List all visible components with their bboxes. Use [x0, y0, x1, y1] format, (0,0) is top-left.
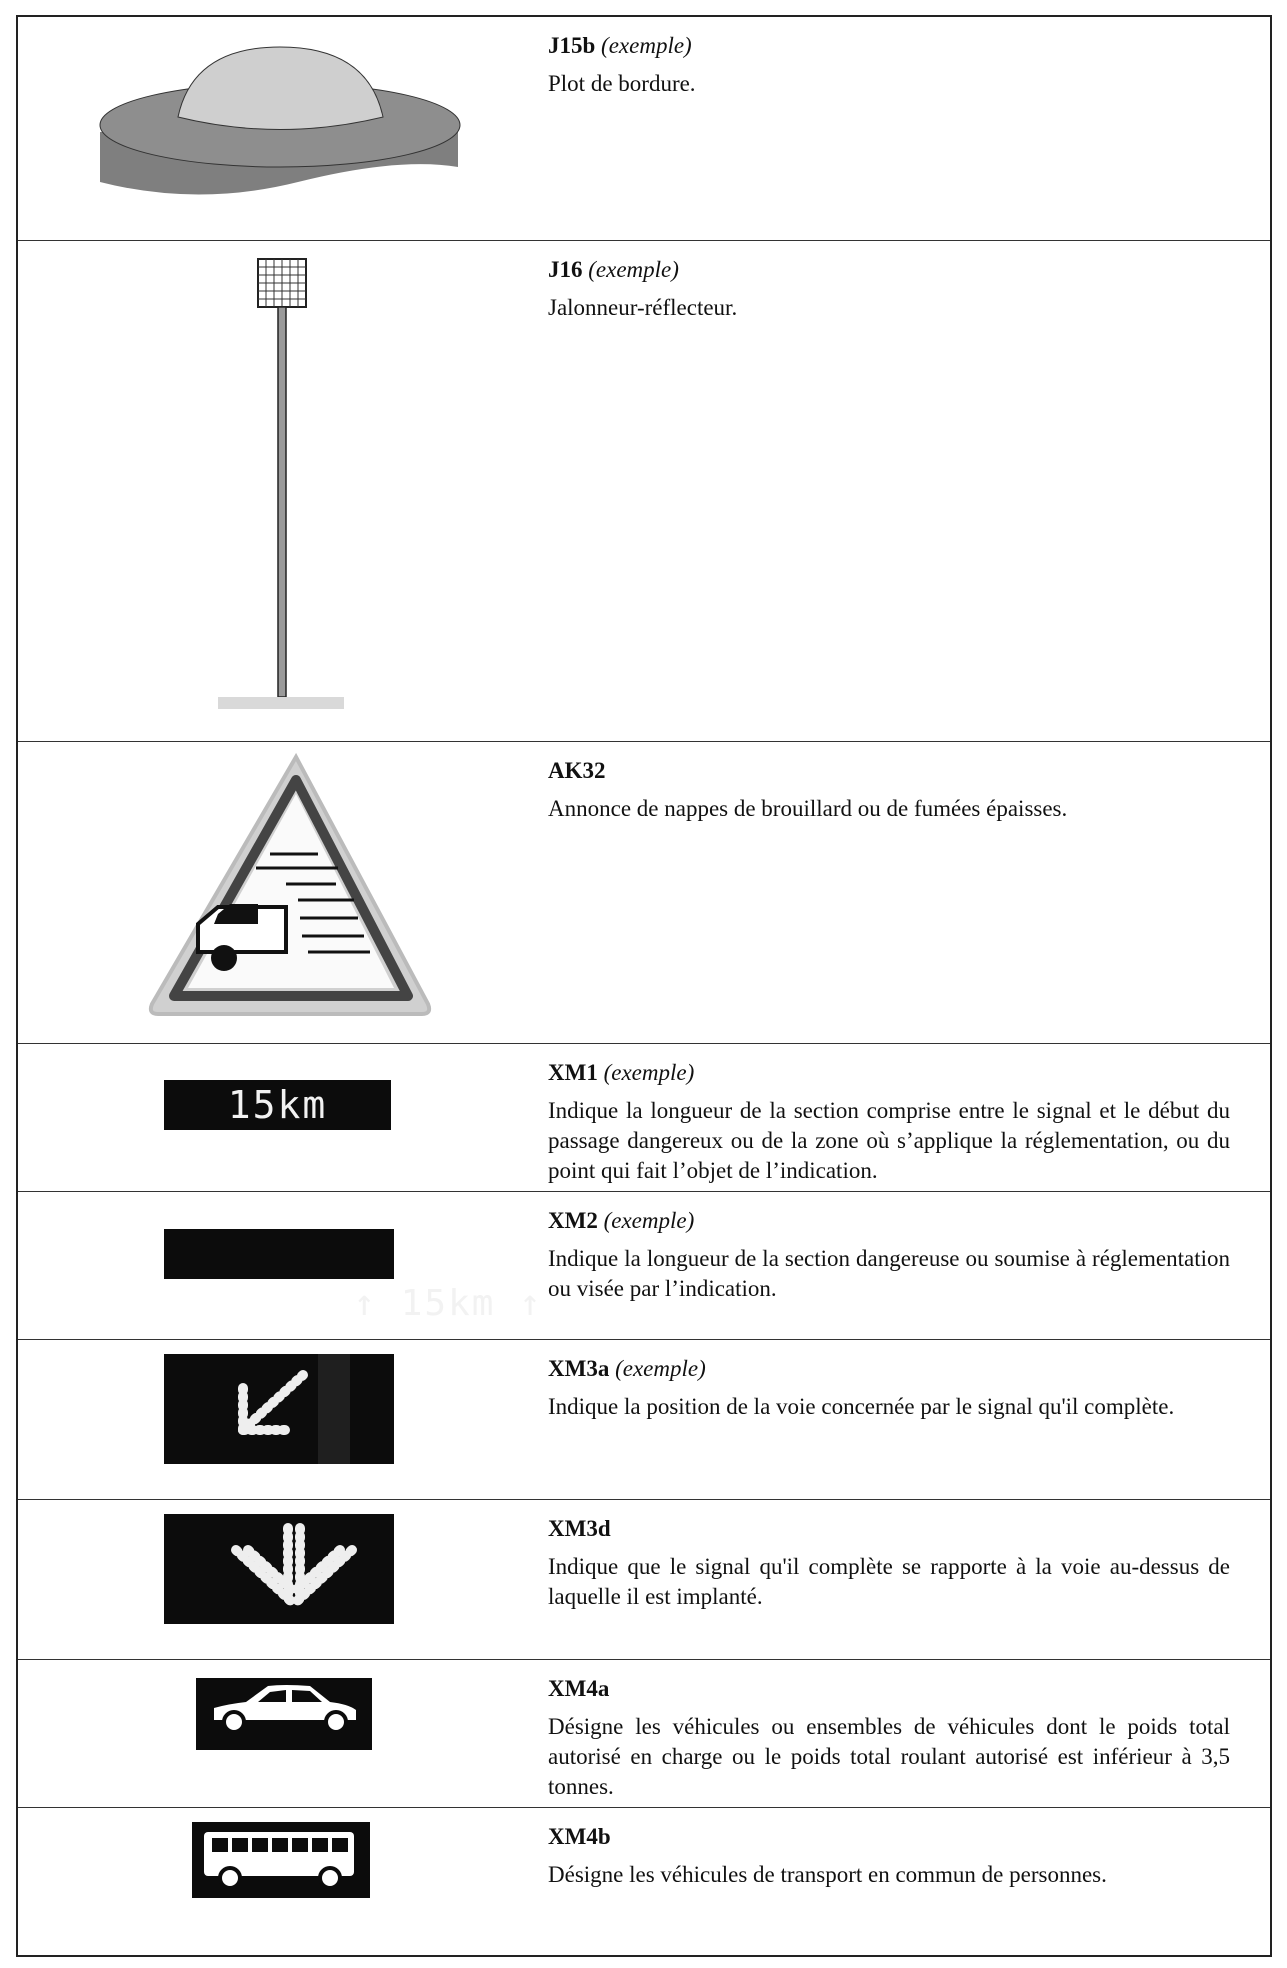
sign-description: Indique la longueur de la section comprise entre le signal et le début du passage dangereux ou de la zone où s’applique la réglementation, ou du point qui fait l’objet de l’indication.: [548, 1098, 1230, 1183]
text-cell: [548, 1514, 1230, 1612]
reflector-post-icon: [18, 241, 528, 742]
text-cell: [548, 1058, 1230, 1186]
sign-table: [16, 15, 1272, 1957]
sign-code: XM4a: [548, 1676, 610, 1701]
table-row: [18, 1660, 1270, 1808]
sign-code: XM1: [548, 1060, 598, 1085]
image-cell: [18, 1660, 528, 1807]
image-cell: [18, 17, 528, 240]
sign-code: XM3d: [548, 1516, 611, 1541]
bus-icon: [18, 1808, 528, 1957]
table-row: [18, 1808, 1270, 1957]
sign-qualifier: (exemple): [615, 1356, 706, 1381]
text-cell: [548, 1206, 1230, 1304]
text-cell: [548, 1674, 1230, 1802]
sign-qualifier: (exemple): [603, 1060, 695, 1085]
image-cell: [18, 1192, 543, 1339]
sign-description: Indique que le signal qu'il complète se rapporte à la voie au-dessus de laquelle il est implanté.: [548, 1554, 1230, 1609]
image-cell: [18, 1808, 528, 1957]
text-cell: [548, 756, 1230, 824]
sign-description: Indique la longueur de la section dangereuse ou soumise à réglementation ou visée par l’indication.: [548, 1246, 1230, 1301]
text-cell: [548, 1822, 1230, 1890]
sign-qualifier: (exemple): [601, 33, 692, 58]
image-cell: [18, 1044, 528, 1191]
table-row: [18, 1500, 1270, 1660]
table-row: [18, 1044, 1270, 1192]
image-cell: [18, 241, 528, 741]
panel-text: 15km: [227, 1083, 328, 1127]
sign-qualifier: (exemple): [603, 1208, 695, 1233]
text-cell: [548, 255, 1230, 323]
led-diagonal-arrow-icon: [18, 1340, 528, 1500]
sign-code: XM3a: [548, 1356, 610, 1381]
sign-description: Désigne les véhicules de transport en commun de personnes.: [548, 1862, 1107, 1887]
sign-code: J15b: [548, 33, 596, 58]
table-row: [18, 17, 1270, 241]
table-row: [18, 742, 1270, 1044]
sign-code: J16: [548, 257, 583, 282]
image-cell: [18, 742, 528, 1043]
sign-code: XM2: [548, 1208, 598, 1233]
table-row: [18, 1192, 1270, 1340]
sign-qualifier: (exemple): [588, 257, 679, 282]
led-panel-distance-icon: [164, 1080, 391, 1130]
image-cell: [18, 1500, 528, 1659]
sign-description: Indique la position de la voie concernée par le signal qu'il complète.: [548, 1394, 1175, 1419]
text-cell: [548, 31, 1230, 99]
text-cell: [548, 1354, 1230, 1422]
edge-stud-icon: [18, 17, 528, 241]
car-icon: [18, 1660, 528, 1808]
sign-code: XM4b: [548, 1824, 611, 1849]
sign-description: Annonce de nappes de brouillard ou de fumées épaisses.: [548, 796, 1068, 821]
sign-description: Désigne les véhicules ou ensembles de véhicules dont le poids total autorisé en charge ou le poids total roulant autorisé est inférieur à 3,5 tonnes.: [548, 1714, 1230, 1799]
sign-description: Jalonneur-réflecteur.: [548, 295, 738, 320]
fog-warning-sign-icon: [18, 742, 528, 1044]
sign-description: Plot de bordure.: [548, 71, 696, 96]
image-cell: [18, 1340, 528, 1499]
table-row: [18, 1340, 1270, 1500]
panel-text: ↑ 15km ↑: [353, 1283, 543, 1324]
sign-code: AK32: [548, 758, 606, 783]
led-down-arrow-icon: [18, 1500, 528, 1660]
led-panel-length-icon: [164, 1229, 543, 1324]
table-row: [18, 241, 1270, 742]
